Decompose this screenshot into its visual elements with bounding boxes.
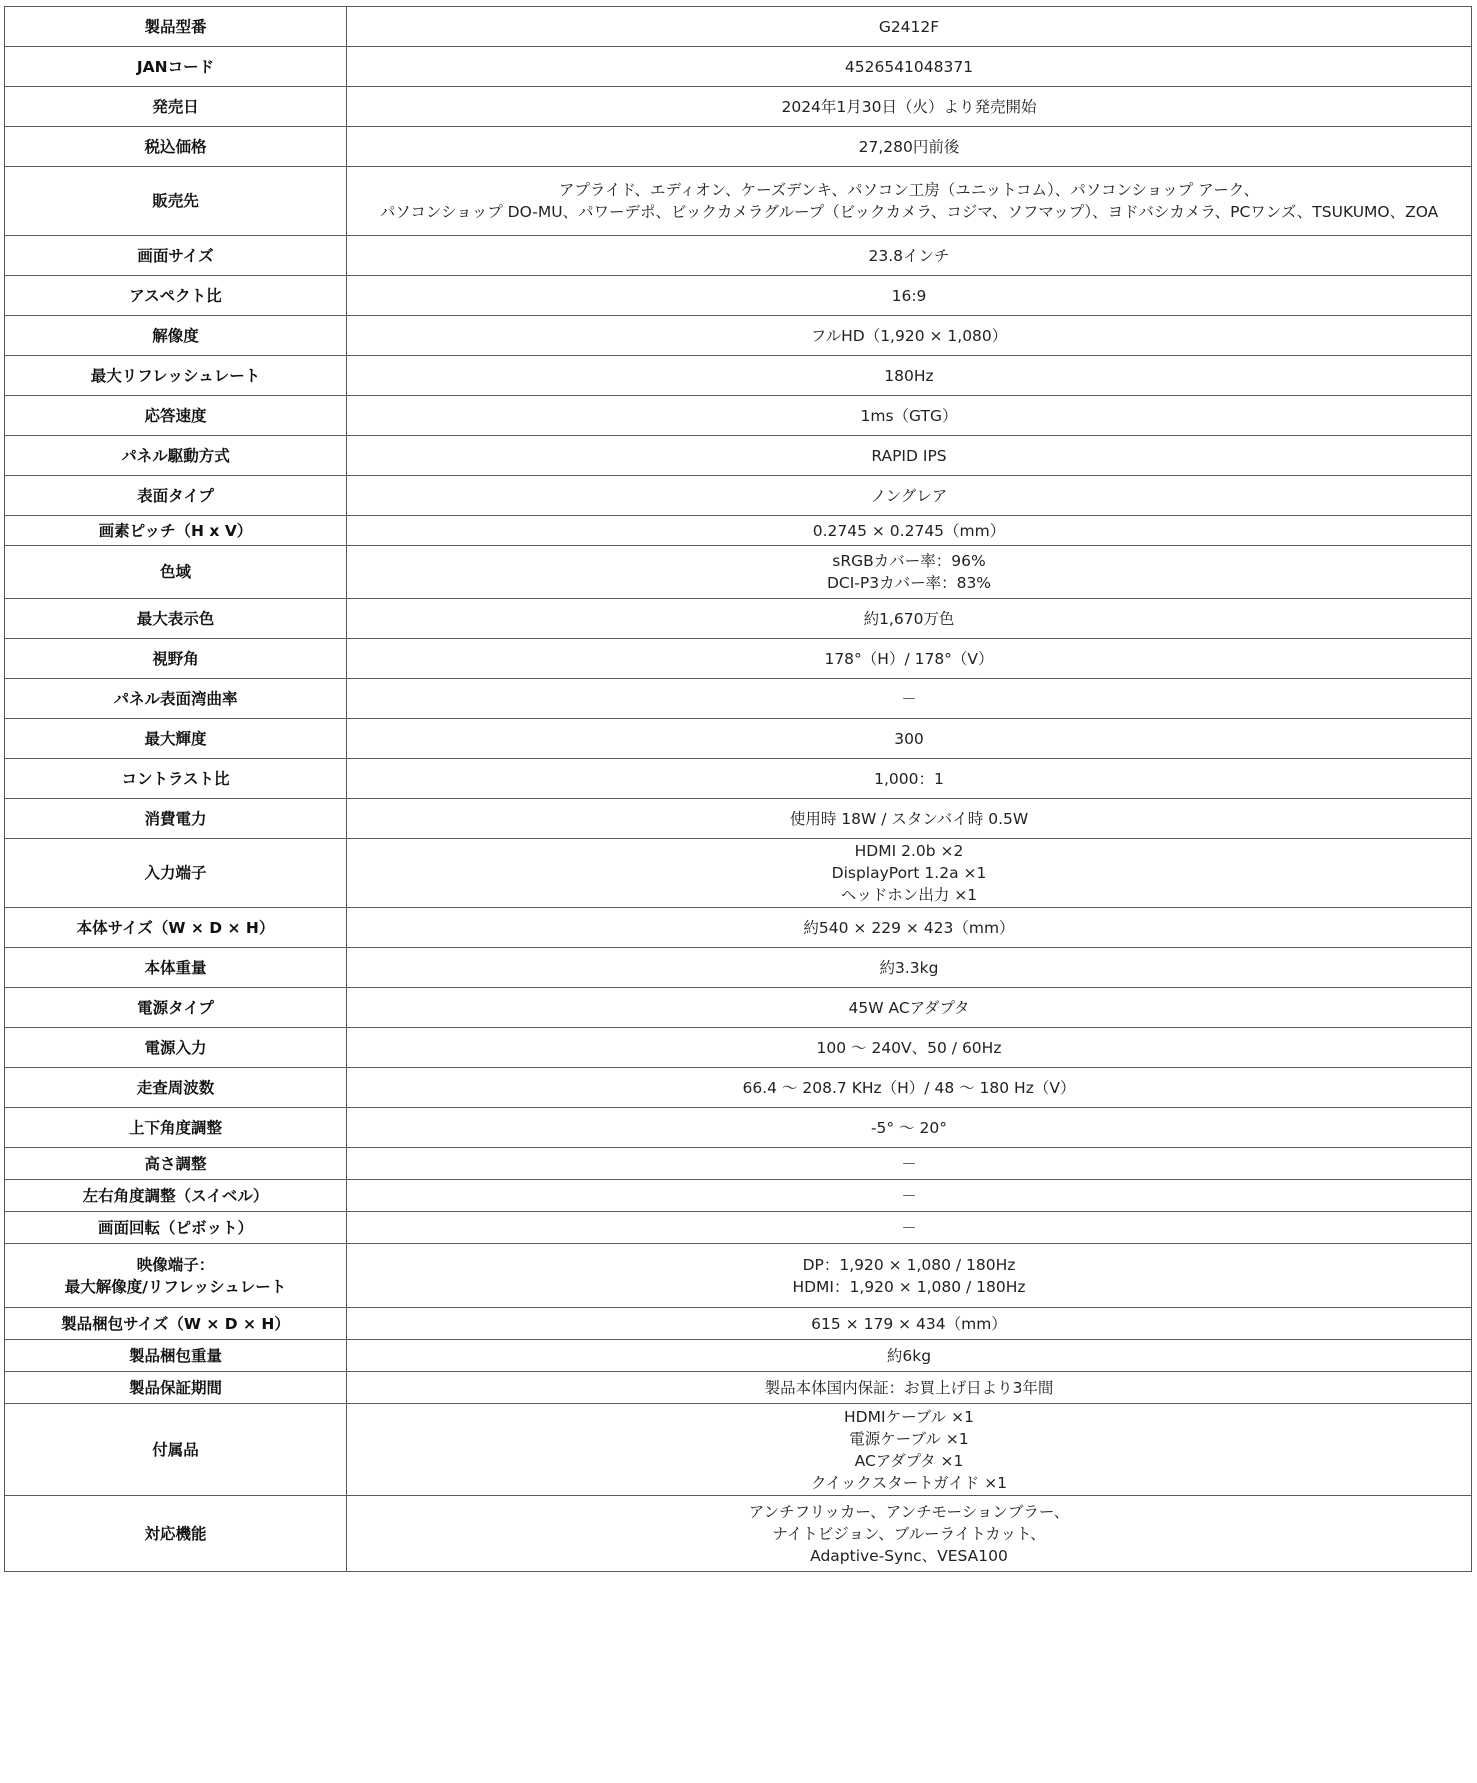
spec-row — [5, 948, 1472, 988]
spec-value-line: 615 × 179 × 434（mm） — [811, 1314, 1007, 1333]
spec-value-line: DP：1,920 × 1,080 / 180Hz — [802, 1255, 1016, 1274]
spec-label-cell — [5, 396, 347, 436]
spec-row — [5, 599, 1472, 639]
spec-label-cell — [5, 1108, 347, 1148]
spec-row — [5, 1244, 1472, 1308]
spec-value-line: 300 — [894, 729, 924, 748]
spec-label-cell — [5, 516, 347, 546]
spec-value-cell — [347, 1028, 1472, 1068]
spec-label: 映像端子： — [136, 1255, 215, 1274]
spec-label: 対応機能 — [144, 1524, 207, 1543]
spec-label: コントラスト比 — [121, 769, 230, 788]
spec-label: アスペクト比 — [129, 286, 222, 305]
spec-value-line: ナイトビジョン、ブルーライトカット、 — [772, 1524, 1046, 1543]
spec-value-line: 約540 × 229 × 423（mm） — [803, 918, 1015, 937]
spec-label: 画面回転（ピボット） — [97, 1218, 253, 1237]
spec-label: 画素ピッチ（H x V） — [98, 521, 253, 540]
spec-label: 製品型番 — [144, 17, 207, 36]
spec-value-cell — [347, 1068, 1472, 1108]
spec-label-cell — [5, 1308, 347, 1340]
spec-value-line: 27,280円前後 — [858, 137, 960, 156]
spec-value-cell — [347, 719, 1472, 759]
spec-row — [5, 799, 1472, 839]
spec-label: パネル駆動方式 — [121, 446, 230, 465]
spec-value-line: 製品本体国内保証：お買上げ日より3年間 — [764, 1378, 1054, 1397]
spec-row — [5, 87, 1472, 127]
spec-row — [5, 988, 1472, 1028]
spec-value-cell — [347, 356, 1472, 396]
spec-value-line: パソコンショップ DO-MU、パワーデポ、ビックカメラグループ（ビックカメラ、コジマ、ソフマップ）、ヨドバシカメラ、PCワンズ、TSUKUMO、ZOA — [379, 203, 1439, 221]
spec-value-cell — [347, 436, 1472, 476]
spec-row — [5, 1148, 1472, 1180]
spec-label-cell — [5, 599, 347, 639]
spec-label: 解像度 — [152, 326, 199, 345]
spec-value-line: 4526541048371 — [844, 57, 974, 76]
spec-row — [5, 516, 1472, 546]
spec-label: パネル表面湾曲率 — [113, 689, 238, 708]
spec-label-cell — [5, 988, 347, 1028]
spec-label-cell — [5, 759, 347, 799]
spec-value-line: 66.4 ～ 208.7 KHz（H）/ 48 ～ 180 Hz（V） — [742, 1078, 1076, 1097]
spec-value-line: 約3.3kg — [879, 958, 939, 977]
spec-label-cell — [5, 1372, 347, 1404]
spec-table — [4, 6, 1472, 1572]
spec-value-line: アンチフリッカー、アンチモーションブラー、 — [748, 1502, 1070, 1521]
spec-value-cell — [347, 679, 1472, 719]
spec-label: 高さ調整 — [144, 1154, 207, 1173]
spec-row — [5, 908, 1472, 948]
spec-value-cell — [347, 47, 1472, 87]
spec-row — [5, 316, 1472, 356]
spec-value-cell — [347, 988, 1472, 1028]
spec-value-line: ヘッドホン出力 ×1 — [840, 886, 978, 904]
spec-row — [5, 436, 1472, 476]
spec-label: 入力端子 — [144, 864, 207, 882]
spec-row — [5, 167, 1472, 236]
spec-value-cell — [347, 167, 1472, 236]
spec-label-cell — [5, 7, 347, 47]
spec-label-cell — [5, 436, 347, 476]
spec-value-line: RAPID IPS — [871, 446, 947, 465]
spec-label: 左右角度調整（スイベル） — [82, 1186, 269, 1205]
spec-label-cell — [5, 1028, 347, 1068]
spec-label: JANコード — [136, 57, 215, 76]
spec-label: 電源タイプ — [137, 998, 214, 1017]
spec-label: 本体サイズ（W × D × H） — [76, 918, 275, 937]
spec-value-cell — [347, 516, 1472, 546]
spec-value-line: Adaptive-Sync、VESA100 — [810, 1546, 1008, 1565]
spec-value-cell — [347, 1212, 1472, 1244]
spec-value-cell — [347, 1496, 1472, 1572]
spec-label: 販売先 — [152, 192, 199, 210]
spec-value-cell — [347, 1404, 1472, 1496]
spec-label-cell — [5, 87, 347, 127]
spec-row — [5, 1028, 1472, 1068]
spec-label: 最大表示色 — [136, 609, 215, 628]
spec-row — [5, 1180, 1472, 1212]
spec-value-line: 1,000：1 — [874, 769, 944, 788]
spec-label-cell — [5, 476, 347, 516]
spec-label-cell — [5, 356, 347, 396]
spec-label: 最大輝度 — [144, 729, 207, 748]
spec-label: 応答速度 — [144, 406, 207, 425]
spec-label: 最大リフレッシュレート — [90, 366, 261, 385]
spec-row — [5, 476, 1472, 516]
spec-value-cell — [347, 476, 1472, 516]
spec-label: 画面サイズ — [137, 246, 214, 265]
spec-value-cell — [347, 599, 1472, 639]
spec-row — [5, 546, 1472, 599]
spec-value-cell — [347, 546, 1472, 599]
spec-label-cell — [5, 127, 347, 167]
spec-value-line: － — [901, 1154, 917, 1173]
spec-value-cell — [347, 316, 1472, 356]
spec-label: 発売日 — [152, 97, 199, 116]
spec-label: 製品梱包重量 — [128, 1346, 222, 1365]
spec-value-cell — [347, 1108, 1472, 1148]
spec-label: 本体重量 — [144, 958, 207, 977]
spec-value-line: 45W ACアダプタ — [848, 998, 970, 1017]
spec-value-line: ACアダプタ ×1 — [854, 1451, 964, 1470]
spec-label-cell — [5, 719, 347, 759]
spec-label-cell — [5, 639, 347, 679]
spec-value-line: 2024年1月30日（火）より発売開始 — [781, 97, 1037, 116]
spec-value-line: － — [901, 1186, 917, 1205]
spec-value-line: 178°（H）/ 178°（V） — [824, 649, 994, 668]
spec-row — [5, 127, 1472, 167]
spec-value-line: 16:9 — [891, 286, 927, 305]
spec-value-cell — [347, 396, 1472, 436]
spec-value-line: 電源ケーブル ×1 — [849, 1429, 969, 1448]
spec-value-line: -5° ～ 20° — [870, 1118, 948, 1137]
spec-value-line: 100 ～ 240V、50 / 60Hz — [816, 1038, 1002, 1057]
spec-label-cell — [5, 839, 347, 908]
spec-row — [5, 396, 1472, 436]
spec-label: 視野角 — [152, 649, 199, 668]
spec-label-cell — [5, 1244, 347, 1308]
spec-row — [5, 276, 1472, 316]
spec-row — [5, 679, 1472, 719]
spec-label: 電源入力 — [144, 1038, 207, 1057]
spec-label: 最大解像度/リフレッシュレート — [64, 1277, 287, 1296]
spec-value-line: 0.2745 × 0.2745（mm） — [812, 521, 1006, 540]
spec-value-line: クイックスタートガイド ×1 — [810, 1473, 1008, 1492]
spec-label-cell — [5, 546, 347, 599]
spec-label-cell — [5, 316, 347, 356]
spec-row — [5, 759, 1472, 799]
spec-label-cell — [5, 679, 347, 719]
spec-row — [5, 839, 1472, 908]
spec-row — [5, 1496, 1472, 1572]
spec-row — [5, 1108, 1472, 1148]
spec-label: 上下角度調整 — [128, 1118, 222, 1137]
spec-value-cell — [347, 799, 1472, 839]
spec-label: 走査周波数 — [136, 1078, 215, 1097]
spec-value-cell — [347, 948, 1472, 988]
spec-label-cell — [5, 1148, 347, 1180]
spec-label-cell — [5, 276, 347, 316]
spec-row — [5, 1068, 1472, 1108]
spec-value-cell — [347, 1148, 1472, 1180]
spec-value-line: HDMI：1,920 × 1,080 / 180Hz — [792, 1277, 1026, 1296]
spec-label-cell — [5, 1340, 347, 1372]
spec-label-cell — [5, 47, 347, 87]
spec-row — [5, 236, 1472, 276]
spec-value-line: 180Hz — [884, 366, 934, 385]
spec-label-cell — [5, 1180, 347, 1212]
spec-label-cell — [5, 1068, 347, 1108]
spec-value-cell — [347, 1372, 1472, 1404]
spec-label: 製品梱包サイズ（W × D × H） — [61, 1314, 290, 1333]
spec-label-cell — [5, 908, 347, 948]
spec-value-line: － — [901, 689, 917, 708]
spec-value-line: フルHD（1,920 × 1,080） — [810, 326, 1008, 345]
spec-value-line: アプライド、エディオン、ケーズデンキ、パソコン工房（ユニットコム）、パソコンショップ アーク、 — [558, 181, 1260, 199]
spec-label: 消費電力 — [144, 809, 207, 828]
spec-label: 表面タイプ — [137, 486, 214, 505]
spec-value-cell — [347, 759, 1472, 799]
spec-value-line: ノングレア — [870, 486, 948, 505]
spec-value-line: 23.8インチ — [868, 246, 950, 265]
spec-value-line: HDMI 2.0b ×2 — [854, 842, 964, 860]
spec-label: 色域 — [159, 563, 191, 581]
spec-label-cell — [5, 167, 347, 236]
spec-value-cell — [347, 236, 1472, 276]
spec-value-cell — [347, 839, 1472, 908]
spec-value-cell — [347, 908, 1472, 948]
spec-value-line: － — [901, 1218, 917, 1237]
spec-label-cell — [5, 1404, 347, 1496]
spec-label-cell — [5, 1496, 347, 1572]
spec-row — [5, 719, 1472, 759]
spec-value-cell — [347, 127, 1472, 167]
spec-label: 付属品 — [152, 1440, 199, 1459]
spec-row — [5, 639, 1472, 679]
spec-row — [5, 1372, 1472, 1404]
spec-label: 税込価格 — [144, 137, 207, 156]
spec-value-cell — [347, 1244, 1472, 1308]
spec-value-cell — [347, 276, 1472, 316]
spec-table-body — [5, 7, 1472, 1572]
spec-label-cell — [5, 799, 347, 839]
spec-label-cell — [5, 1212, 347, 1244]
spec-label-cell — [5, 236, 347, 276]
spec-value-line: G2412F — [878, 17, 940, 36]
spec-value-cell — [347, 7, 1472, 47]
spec-value-cell — [347, 1340, 1472, 1372]
spec-value-line: 約1,670万色 — [863, 609, 955, 628]
spec-row — [5, 356, 1472, 396]
spec-value-cell — [347, 1180, 1472, 1212]
spec-row — [5, 1404, 1472, 1496]
spec-row — [5, 7, 1472, 47]
spec-label: 製品保証期間 — [128, 1378, 222, 1397]
spec-row — [5, 1340, 1472, 1372]
spec-value-line: 1ms（GTG） — [860, 406, 958, 425]
spec-value-line: HDMIケーブル ×1 — [844, 1407, 974, 1426]
spec-value-line: 使用時 18W / スタンバイ時 0.5W — [789, 809, 1029, 828]
spec-label-cell — [5, 948, 347, 988]
spec-value-cell — [347, 639, 1472, 679]
spec-row — [5, 47, 1472, 87]
spec-value-line: sRGBカバー率：96% — [832, 552, 986, 570]
spec-value-cell — [347, 87, 1472, 127]
spec-row — [5, 1212, 1472, 1244]
spec-row — [5, 1308, 1472, 1340]
spec-value-line: DisplayPort 1.2a ×1 — [831, 864, 987, 882]
spec-value-cell — [347, 1308, 1472, 1340]
spec-value-line: DCI-P3カバー率：83% — [826, 574, 992, 592]
spec-value-line: 約6kg — [886, 1346, 932, 1365]
